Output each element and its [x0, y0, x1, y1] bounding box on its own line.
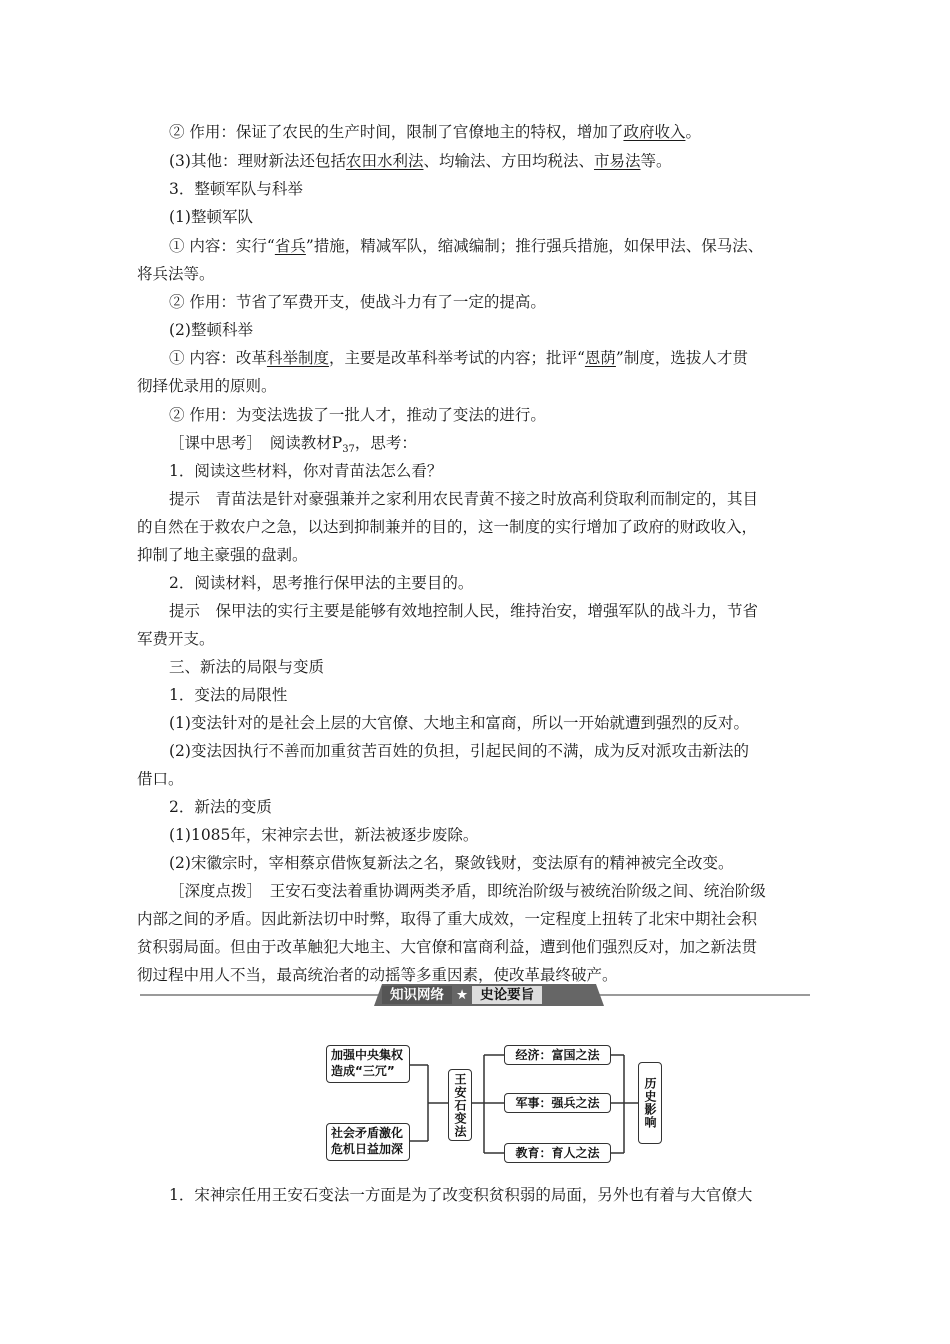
text-line: 贫积弱局面。但由于改革触犯大地主、大官僚和富商利益，遭到他们强烈反对，加之新法贯 [137, 938, 758, 956]
text-span: ”措施，精减军队，缩减编制；推行强兵措施，如保甲法、保马法、 [305, 237, 764, 255]
text-line: ② 作用：为变法选拔了一批人才，推动了变法的进行。 [169, 406, 546, 424]
text-line: 彻过程中用人不当，最高统治者的动摇等多重因素，使改革最终破产。 [137, 966, 618, 984]
cause-box-centralization: 加强中央集权造成“三冗” [326, 1045, 410, 1083]
banner-right-label: 史论要旨 [472, 986, 542, 1004]
text-span: ① 内容：改革 [169, 349, 267, 367]
center-box-reform: 王安石变法 [448, 1069, 472, 1141]
text-line: (2)整顿科举 [169, 321, 253, 339]
section-heading: 3．整顿军队与科举 [169, 180, 303, 198]
underlined-term: 农田水利法 [345, 152, 424, 170]
banner-left-label: 知识网络 [382, 986, 452, 1004]
question: 1．阅读这些材料，你对青苗法怎么看？ [169, 462, 443, 480]
text-line: (2)变法因执行不善而加重贫苦百姓的负担，引起民间的不满，成为反对派攻击新法的 [169, 742, 749, 760]
text-span: ”制度，选拔人才贯 [615, 349, 748, 367]
text-span: 、均输法、方田均税法、 [423, 152, 594, 170]
text-line [169, 432, 417, 461]
text-line: (2)宋徽宗时，宰相蔡京借恢复新法之名，聚敛钱财，变法原有的精神被完全改变。 [169, 854, 734, 872]
question: 2．阅读材料，思考推行保甲法的主要目的。 [169, 574, 474, 592]
branch-box-military: 军事：强兵之法 [504, 1093, 611, 1113]
text-span: ② 作用：保证了农民的生产时间，限制了官僚地主的特权，增加了 [169, 123, 624, 141]
text-span: ，主要是改革科举考试的内容；批评“ [328, 349, 585, 367]
text-span: ［课中思考］ 阅读教材P [169, 434, 343, 452]
subsection-heading: 2．新法的变质 [169, 798, 272, 816]
branch-box-education: 教育：育人之法 [504, 1143, 611, 1163]
text-line: ［深度点拨］ 王安石变法着重协调两类矛盾，即统治阶级与被统治阶级之间、统治阶级 [169, 882, 766, 900]
underlined-term: 科举制度 [266, 349, 329, 367]
result-box-influence: 历史影响 [638, 1062, 662, 1144]
text-line [169, 347, 748, 369]
text-line [169, 235, 763, 257]
subsection-heading: 1．变法的局限性 [169, 686, 288, 704]
underlined-term: 恩荫 [584, 349, 616, 367]
section-banner [140, 984, 810, 1006]
text-line: 提示 保甲法的实行主要是能够有效地控制人民，维持治安，增强军队的战斗力，节省 [169, 602, 759, 620]
knowledge-diagram [320, 1036, 670, 1170]
text-line: 提示 青苗法是针对豪强兼并之家利用农民青黄不接之时放高利贷取利而制定的，其目 [169, 490, 759, 508]
cause-box-crisis: 社会矛盾激化危机日益加深 [326, 1123, 410, 1161]
underlined-term: 省兵 [274, 237, 306, 255]
text-line [169, 150, 672, 172]
text-line: (1)整顿军队 [169, 208, 253, 226]
text-line: 内部之间的矛盾。因此新法切中时弊，取得了重大成效，一定程度上扭转了北宋中期社会积 [137, 910, 758, 928]
section-heading: 三、新法的局限与变质 [169, 658, 325, 676]
text-span: ① 内容：实行“ [169, 237, 275, 255]
text-span: 等。 [640, 152, 672, 170]
text-line: 抑制了地主豪强的盘剥。 [137, 546, 308, 564]
text-span: ，思考： [354, 434, 417, 452]
star-icon: ★ [456, 987, 469, 1003]
text-line: 军费开支。 [137, 630, 215, 648]
text-line: 彻择优录用的原则。 [137, 377, 277, 395]
text-line: 1．宋神宗任用王安石变法一方面是为了改变积贫积弱的局面，另外也有着与大官僚大 [169, 1186, 753, 1204]
branch-box-economy: 经济：富国之法 [504, 1045, 611, 1065]
text-line: ② 作用：节省了军费开支，使战斗力有了一定的提高。 [169, 293, 546, 311]
text-line [169, 121, 701, 143]
text-span: (3)其他：理财新法还包括 [169, 152, 346, 170]
text-line: (1)变法针对的是社会上层的大官僚、大地主和富商，所以一开始就遭到强烈的反对。 [169, 714, 749, 732]
text-line: 的自然在于救农户之急，以达到抑制兼并的目的，这一制度的实行增加了政府的财政收入， [137, 518, 758, 536]
text-line: 将兵法等。 [137, 265, 215, 283]
text-line: 借口。 [137, 770, 184, 788]
underlined-term: 政府收入 [623, 123, 686, 141]
text-line: (1)1085年，宋神宗去世，新法被逐步废除。 [169, 826, 479, 844]
banner-labels [382, 986, 542, 1004]
underlined-term: 市易法 [594, 152, 641, 170]
page-subscript: 37 [342, 444, 355, 456]
text-span: 。 [685, 123, 701, 141]
